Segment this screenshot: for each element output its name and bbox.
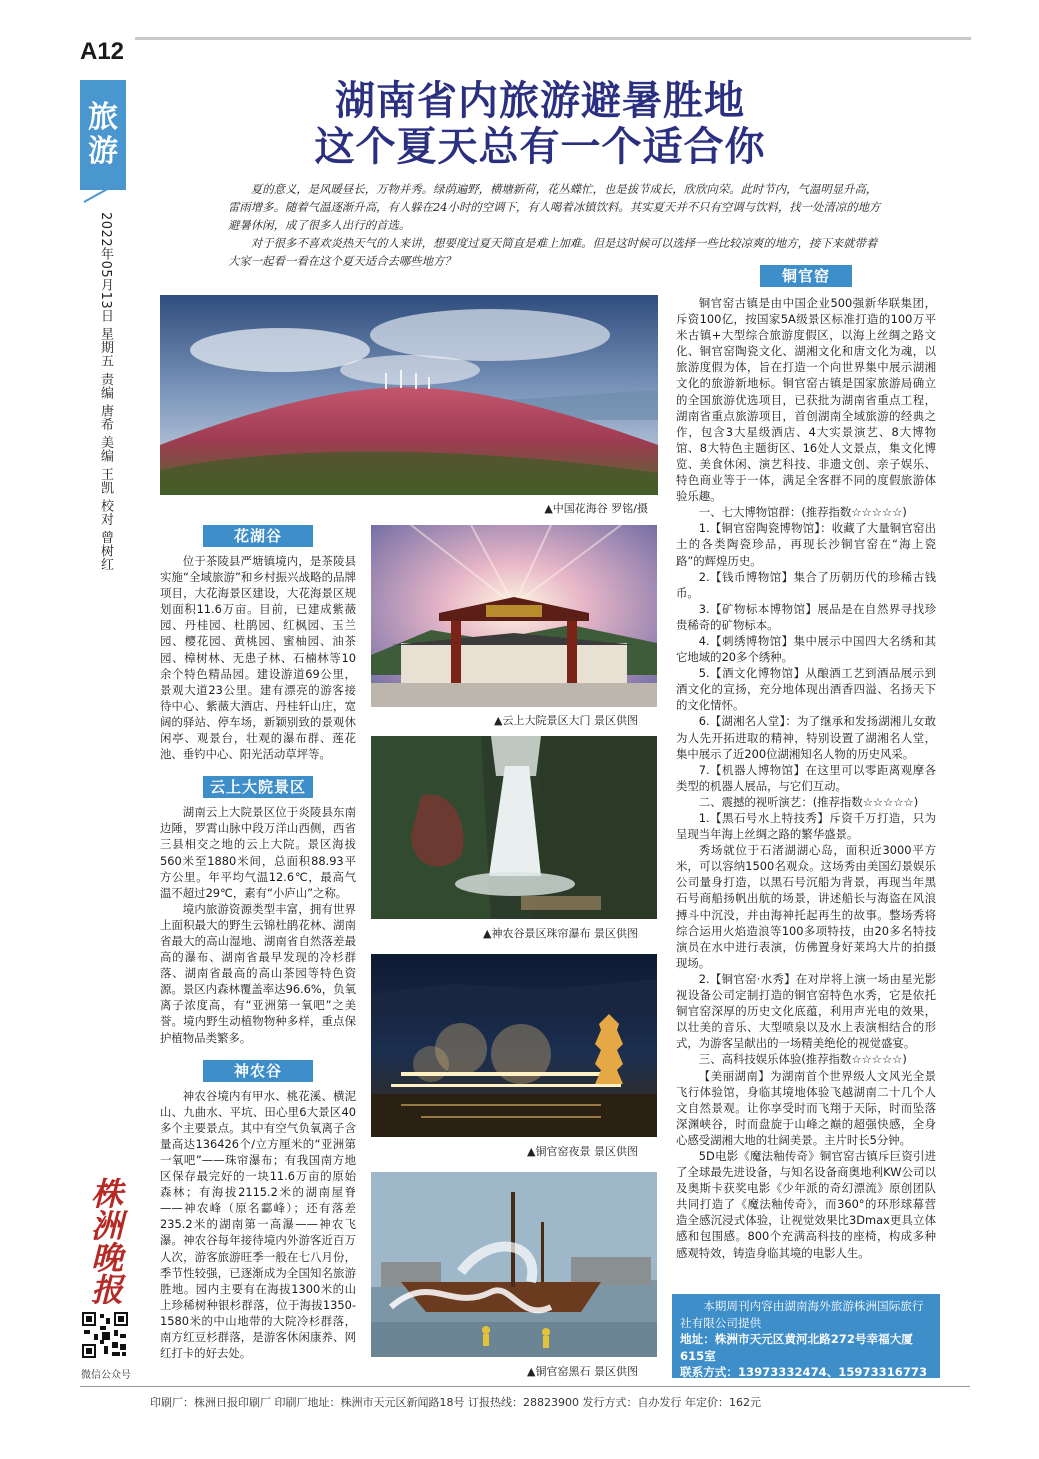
intro-text: [228, 180, 888, 270]
night-photo-caption: ▲铜官窑夜景 景区供图: [527, 1145, 638, 1158]
section-shennonggu: [160, 1060, 356, 1362]
show-heading: 二、震撼的视听演艺：(推荐指数☆☆☆☆☆): [698, 794, 919, 809]
section-huahugu: [160, 525, 356, 762]
intro-paragraph-2: 对于很多不喜欢炎热天气的人来讲，想要度过夏天简直是难上加难。但是这时候可以选择一些比较凉爽的地方，接下来就带着大家一起看一看在这个夏天适合去哪些地方？: [228, 236, 878, 268]
waterfall-photo-caption: ▲神农谷景区珠帘瀑布 景区供图: [483, 927, 638, 940]
museum-item-2: 2.【钱币博物馆】集合了历朝历代的珍稀古钱币。: [676, 569, 936, 600]
tongguanyao-heading: 铜官窑: [760, 265, 852, 287]
right-column: [676, 265, 936, 1261]
yunshang-paragraph-1: 湖南云上大院景区位于炎陵县东南边陲，罗霄山脉中段万洋山西侧，西省三县相交之地的云上大院。景区海拔560米至1880米间，总面积88.93平方公里。年平均气温12.6℃，最高气温不超过29℃，素有“小庐山”之称。: [160, 805, 356, 900]
print-footer: 印刷厂：株洲日报印刷厂 印刷厂地址：株洲市天元区新闻路18号 订报热线：28823900 发行方式：自办发行 年定价：162元: [150, 1396, 761, 1409]
museum-item-6: 6.【湖湘名人堂】：为了继承和发扬湖湘儿女敢为人先开拓进取的精神，特别设置了湖湘名人堂，集中展示了近200位湖湘知名人物的历史风采。: [676, 714, 936, 761]
section-tab: [80, 80, 126, 190]
masthead-char-1: 株: [90, 1175, 123, 1213]
hero-photo-flower-hill: [160, 295, 658, 495]
boat-photo-caption: ▲铜官窑黑石 景区供图: [527, 1365, 638, 1378]
show-item-1-detail: 秀场就位于石渚湖湖心岛，面积近3000平方米，可以容纳1500名观众。这场秀由美国幻景娱乐公司量身打造，以黑石号沉船为背景，再现当年黑石号商船扬帆出航的场景，讲述船长与海盗在风浪搏斗中沉没，并由海神托起再生的故事。整场秀将综合运用火焰造浪等100多项特技，由20多名特技演员在水中进行表演，仿佛置身好莱坞大片的拍摄现场。: [676, 843, 936, 970]
waterfall-photo-shennonggu: [371, 736, 657, 919]
top-rule: [135, 37, 971, 40]
tongguanyao-intro: 铜官窑古镇是由中国企业500强新华联集团，斥资100亿，按国家5A级景区标准打造的100万平米古镇+大型综合旅游度假区，以海上丝绸之路文化、铜官窑陶瓷文化、湖湘文化和唐文化为魂，以旅游度假为体，旨在打造一个向世界集中展示湖湘文化的旅游新地标。铜官窑古镇是国家旅游局确立的全国旅游优选项目，已获批为湖南省重点工程，湖南省重点旅游项目，首创湖南全域旅游的经典之作，包含3大星级酒店、4大实景演艺、8大博物馆、8大特色主题街区、16处人文景点，集文化博览、美食休闲、演艺科技、非遗文创、亲子娱乐、特色商业等于一体，满足全客群不同的度假旅游体验乐趣。: [676, 296, 936, 504]
left-column: [160, 525, 356, 1375]
show-item-2: 2.【铜官窑·水秀】在对岸将上演一场由星光影视设备公司定制打造的铜官窑特色水秀，它是依托铜官窑深厚的历史文化底蕴，利用声光电的效果，以壮美的音乐、大型喷泉以及水上表演相结合的形式，为游客呈献出的一场精美绝伦的视觉盛宴。: [676, 971, 936, 1051]
page-number: A12: [80, 38, 125, 65]
tech-item-2: 5D电影《魔法釉传奇》铜官窑古镇斥巨资引进了全球最先进设备，与知名设备商奥地利KW公司以及奥斯卡获奖电影《少年派的奇幻漂流》原创团队共同打造了《魔法釉传奇》，而360°的环形球幕营造全感沉浸式体验，让视觉效果比3Dmax更具立体感和包围感。800个充满高科技的座椅，构成多种感观特效，铸造身临其境的电影人生。: [676, 1148, 936, 1260]
section-char-1: 旅: [88, 99, 118, 135]
huahugu-heading: 花湖谷: [203, 525, 313, 547]
sponsor-contact: 联系方式：13973332474、15973316773: [680, 1365, 928, 1379]
gate-photo-yunshang: [371, 525, 657, 707]
masthead-char-3: 晚: [90, 1239, 123, 1277]
sponsor-line: 本期周刊内容由湖南海外旅游株洲国际旅行社有限公司提供: [680, 1299, 924, 1330]
tech-item-1: 【美丽湖南】为湖南首个世界级人文风光全景飞行体验馆，身临其境地体验飞越湖南二十几个人文自然景观。让你享受时而飞翔于天际，时而坠落深渊峡谷，时而盘旋于山峰之巅的超强快感，全身心感受湖湘大地的壮阔美景。主片时长5分钟。: [676, 1068, 936, 1147]
tab-slash-decoration: [80, 180, 126, 204]
qr-caption: 微信公众号: [81, 1370, 131, 1381]
headline-line-1: 湖南省内旅游避暑胜地: [335, 77, 745, 124]
sponsor-address: 地址：株洲市天元区黄河北路272号幸福大厦615室: [680, 1332, 913, 1363]
masthead-char-2: 洲: [90, 1207, 123, 1245]
museum-item-3: 3.【矿物标本博物馆】展品是在自然界寻找珍贵稀奇的矿物标本。: [676, 601, 936, 632]
museum-heading: 一、七大博物馆群：(推荐指数☆☆☆☆☆): [698, 505, 907, 520]
show-item-1: 1.【黑石号水上特技秀】斥资千万打造，只为呈现当年海上丝绸之路的繁华盛景。: [676, 811, 936, 842]
museum-item-5: 5.【酒文化博物馆】从酿酒工艺到酒品展示到酒文化的宣扬，充分地体现出酒香四溢、名扬天下的文化情怀。: [676, 666, 936, 713]
hero-photo-caption: ▲中国花海谷 罗铭/摄: [544, 502, 648, 515]
headline: [160, 78, 920, 170]
yunshang-heading: 云上大院景区: [203, 776, 313, 798]
museum-item-7: 7.【机器人博物馆】在这里可以零距离观摩各类型的机器人展品，与它们互动。: [676, 762, 936, 793]
night-photo-tongguanyao: [371, 954, 657, 1137]
newspaper-masthead: [82, 1175, 132, 1309]
intro-paragraph-1: 夏的意义，是风暖昼长，万物并秀。绿荫遍野，横塘新荷，花丛蝶忙，也是拔节成长，欣欣向荣。此时节内，气温明显升高，雷雨增多。随着气温逐渐升高，有人躲在24小时的空调下，有人喝着冰镇饮料。其实夏天并不只有空调与饮料，找一处清凉的地方避暑休闲，成了很多人出行的首选。: [228, 182, 881, 232]
huahugu-text: 位于茶陵县严塘镇境内，是茶陵县实施“全域旅游”和乡村振兴战略的品牌项目，大花海景区建设，大花海景区规划面积11.6万亩。目前，已建成紫薇园、丹桂园、杜鹃园、红枫园、玉兰园、樱花园、黄桃园、蜜柚园、油茶园、樟树林、无患子林、石楠林等10余个特色精品园。建设游道69公里，景观大道23公里。建有漂亮的游客接待中心、紫薇大酒店、丹桂轩山庄，宽阔的驿站、停车场，新颖别致的景观休闲亭、观景台，壮观的瀑布群、莲花池、垂钓中心、阳光活动草坪等。: [160, 554, 356, 762]
masthead-char-4: 报: [90, 1271, 123, 1309]
headline-line-2: 这个夏天总有一个适合你: [314, 123, 766, 170]
shennonggu-heading: 神农谷: [203, 1060, 313, 1082]
section-char-2: 游: [88, 134, 118, 169]
qr-code-icon[interactable]: [80, 1310, 130, 1360]
section-yunshang: [160, 776, 356, 1045]
tech-heading: 三、高科技娱乐体验(推荐指数☆☆☆☆☆): [698, 1052, 907, 1067]
side-meta-info: 2022年05月13日 星期五 责编 唐希 美编 王凯 校对 曾树红: [98, 212, 113, 572]
gate-photo-caption: ▲云上大院景区大门 景区供图: [494, 714, 638, 727]
sponsor-info-box: [672, 1294, 940, 1378]
shennonggu-text: 神农谷境内有甲水、桃花溪、横泥山、九曲水、平坑、田心里6大景区40多个主要景点。其中有空气负氧离子含量高达136426个/立方厘米的“亚洲第一氧吧”——珠帘瀑布；有我国南方地区保存最完好的一块11.6万亩的原始森林；有海拔2115.2米的湖南屋脊——神农峰（原名酃峰）；还有落差235.2米的湖南第一高瀑——神农飞瀑。神农谷每年接待境内外游客近百万人次，游客旅游旺季一般在七八月份，季节性较强，已逐渐成为全国知名旅游胜地。园内主要有在海拔1300米的山上珍稀树种银杉群落，位于海拔1350-1580米的中山地带的大院冷杉群落，南方红豆杉群落，是游客休闲康养、网红打卡的好去处。: [160, 1088, 356, 1361]
footer-rule: [80, 1386, 970, 1387]
museum-item-4: 4.【刺绣博物馆】集中展示中国四大名绣和其它地域的20多个绣种。: [676, 633, 936, 665]
yunshang-paragraph-2: 境内旅游资源类型丰富，拥有世界上面积最大的野生云锦杜鹃花林、湖南省最大的高山湿地、湖南省自然落差最高的瀑布、湖南省最早发现的冷杉群落、湖南省最高的高山茶园等特色资源。景区内森林覆盖率达96.6%，负氧离子浓度高，有“亚洲第一氧吧”之美誉。境内野生动植物物种多样，重点保护植物品类繁多。: [160, 901, 356, 1045]
museum-item-1: 1.【铜官窑陶瓷博物馆】：收藏了大量铜官窑出土的各类陶瓷珍品，再现长沙铜官窑在“海上瓷路”的辉煌历史。: [676, 521, 936, 568]
boat-photo-heishi: [371, 1172, 657, 1357]
